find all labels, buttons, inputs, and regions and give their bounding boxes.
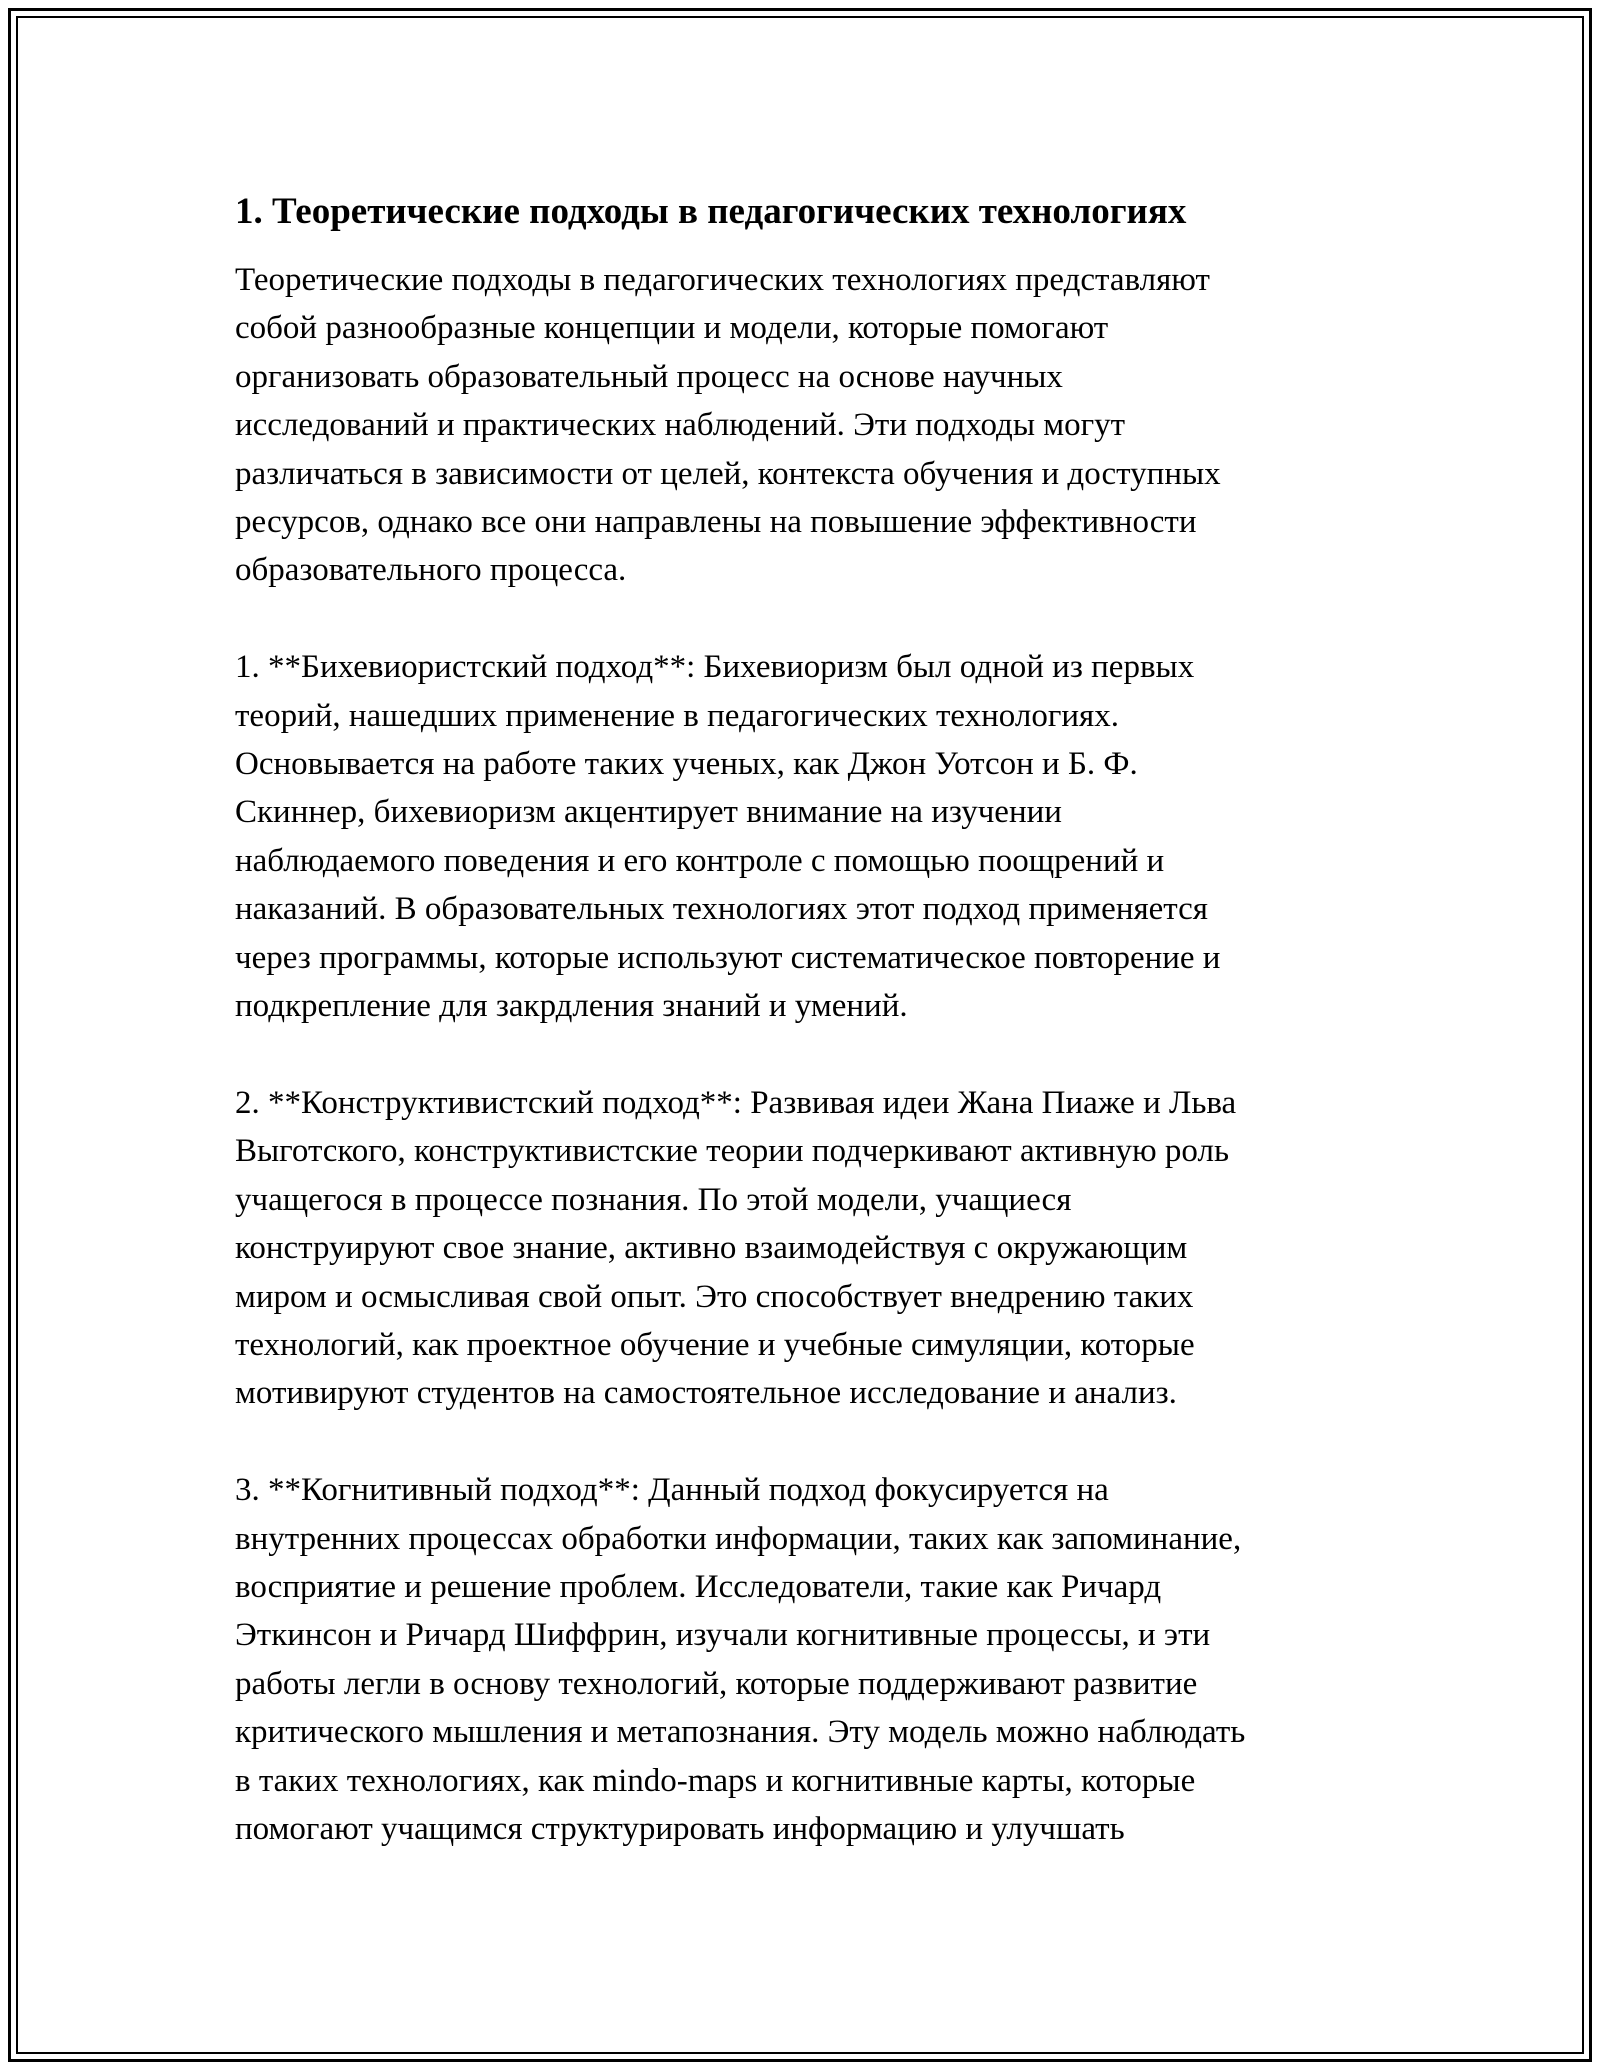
text-line: мотивируют студентов на самостоятельное исследование и анализ. [235,1375,1177,1412]
text-line: наблюдаемого поведения и его контроле с помощью поощрений и [235,842,1165,879]
text-line: 3. **Когнитивный подход**: Данный подход фокусируется на [235,1472,1109,1509]
text-line: внутренних процессах обработки информации, таких как запоминание, [235,1520,1242,1557]
text-line: восприятие и решение проблем. Исследователи, такие как Ричард [235,1568,1162,1605]
text-line: Основывается на работе таких ученых, как Джон Уотсон и Б. Ф. [235,746,1138,783]
document-body [235,188,1375,1902]
text-line: теорий, нашедших применение в педагогических технологиях. [235,697,1119,734]
text-line: Эткинсон и Ричард Шиффрин, изучали когнитивные процессы, и эти [235,1617,1211,1654]
text-line: миром и осмысливая свой опыт. Это способствует внедрению таких [235,1278,1194,1315]
text-line: образовательного процесса. [235,552,627,589]
paragraph-intro [235,256,1375,595]
text-line: Скиннер, бихевиоризм акцентирует внимание на изучении [235,794,1062,831]
text-line: наказаний. В образовательных технологиях этот подход применяется [235,891,1208,928]
text-line: исследований и практических наблюдений. Эти подходы могут [235,407,1126,444]
text-line: конструируют свое знание, активно взаимодействуя с окружающим [235,1230,1188,1267]
text-line: 1. **Бихевиористский подход**: Бихевиоризм был одной из первых [235,649,1195,686]
text-line: через программы, которые используют систематическое повторение и [235,939,1221,976]
paragraph-constructivist [235,1079,1375,1418]
paragraph-cognitive [235,1466,1375,1853]
paragraph-behaviorist [235,643,1375,1030]
text-line: технологий, как проектное обучение и учебные симуляции, которые [235,1326,1195,1363]
text-line: различаться в зависимости от целей, контекста обучения и доступных [235,455,1221,492]
section-heading: 1. Теоретические подходы в педагогических технологиях [235,191,1187,232]
text-line: организовать образовательный процесс на основе научных [235,358,1063,395]
text-line: критического мышления и метапознания. Эту модель можно наблюдать [235,1714,1246,1751]
text-line: Выготского, конструктивистские теории подчеркивают активную роль [235,1133,1229,1170]
text-line: учащегося в процессе познания. По этой модели, учащиеся [235,1181,1072,1218]
text-line: 2. **Конструктивистский подход**: Развивая идеи Жана Пиаже и Льва [235,1084,1237,1121]
text-line: работы легли в основу технологий, которые поддерживают развитие [235,1665,1198,1702]
text-line: Теоретические подходы в педагогических технологиях представляют [235,262,1210,298]
text-line: в таких технологиях, как mindo-maps и когнитивные карты, которые [235,1762,1196,1799]
text-line: подкрепление для закрдления знаний и умений. [235,988,908,1025]
text-line: помогают учащимся структурировать информацию и улучшать [235,1810,1125,1847]
text-line: ресурсов, однако все они направлены на повышение эффективности [235,504,1197,541]
text-line: собой разнообразные концепции и модели, которые помогают [235,310,1109,347]
